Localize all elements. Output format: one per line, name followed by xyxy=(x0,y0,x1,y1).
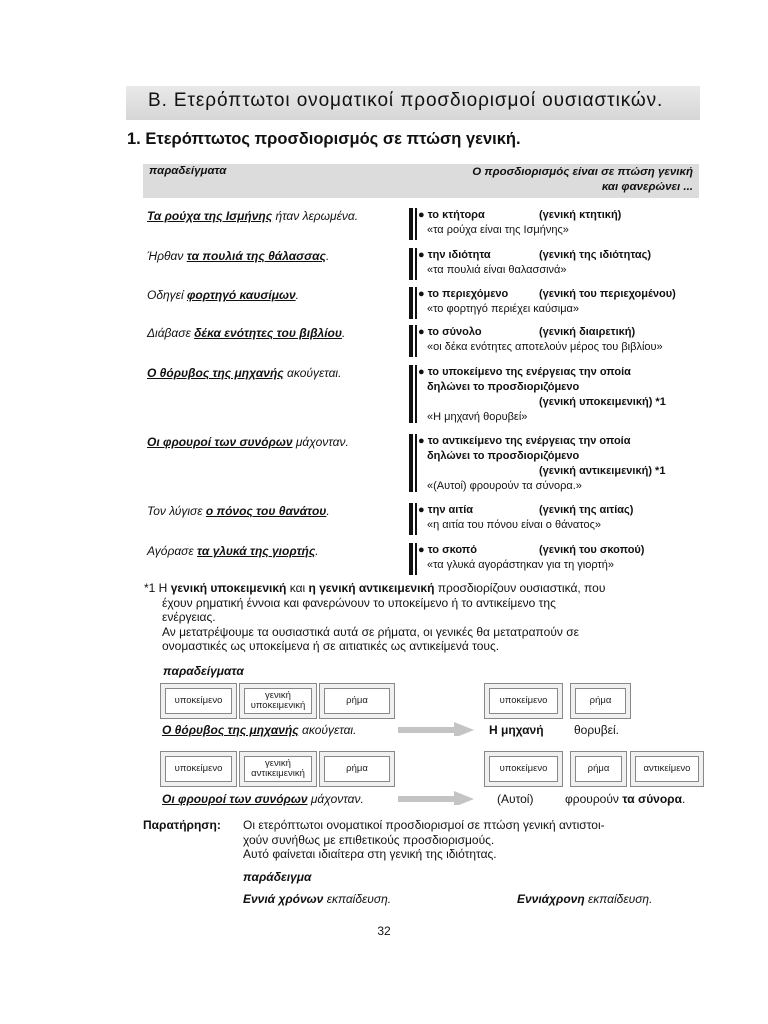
row-term-line xyxy=(418,503,634,518)
note-line: Οι ετερόπτωτοι ονοματικοί προσδιορισμοί σε πτώση γενική αντιστοι- xyxy=(243,818,605,832)
box-verb: ρήμα xyxy=(570,751,627,787)
row-kind: (γενική αντικειμενική) *1 xyxy=(539,465,666,477)
row-explanation: «τα γλυκά αγοράστηκαν για τη γιορτή» xyxy=(427,559,615,571)
footnote-marker: *1 xyxy=(144,581,156,595)
table-header-left: παραδείγματα xyxy=(149,165,227,177)
table-header-right-line2: και φανερώνει ... xyxy=(601,181,693,193)
row-marker xyxy=(409,503,413,535)
row-term-line xyxy=(418,287,676,302)
example-text: . xyxy=(315,544,319,558)
row-marker xyxy=(409,325,413,357)
row-kind-holder xyxy=(539,248,651,263)
box-verb: ρήμα xyxy=(319,683,395,719)
note-example-label: παράδειγμα xyxy=(243,870,312,884)
example-sentence xyxy=(147,544,319,558)
example-rest: μάχονταν. xyxy=(307,792,364,806)
row-kind: (γενική υποκειμενική) *1 xyxy=(539,396,666,408)
section-heading: 1. Ετερόπτωτος προσδιορισμός σε πτώση γενική. xyxy=(127,130,521,148)
row-marker xyxy=(409,543,413,575)
example-phrase: Τα ρούχα της Ισμήνης xyxy=(147,209,273,223)
row-term: ● το περιεχόμενο xyxy=(418,288,509,300)
footnote-text: Η xyxy=(155,581,171,595)
row-description xyxy=(418,248,652,278)
box-subject: υποκείμενο xyxy=(160,683,237,719)
note-text xyxy=(243,818,605,862)
footnote xyxy=(144,581,605,654)
example-sentence xyxy=(147,435,349,449)
example-sentence xyxy=(147,326,345,340)
example-phrase: φορτηγό καυσίμων xyxy=(186,288,296,302)
box-genitive-objective: γενική αντικειμενική xyxy=(239,751,317,787)
footnote-line: ενέργειας. xyxy=(162,610,216,624)
row-term-line xyxy=(418,434,665,449)
example-sentence xyxy=(147,209,358,223)
row-marker-thin xyxy=(415,248,417,280)
page-number: 32 xyxy=(377,924,391,938)
example-text: Τον λύγισε xyxy=(147,504,206,518)
example-text: . xyxy=(295,288,299,302)
page-title: Β. Ετερόπτωτοι ονοματικοί προσδιορισμοί ουσιαστικών. xyxy=(148,90,664,111)
example-phrase: Ο θόρυβος της μηχανής xyxy=(162,723,299,737)
row-term: ● την ιδιότητα xyxy=(418,249,491,261)
note-example-right xyxy=(517,892,652,906)
row-term: ● το υποκείμενο της ενέργειας την οποία xyxy=(418,366,631,378)
note-line: χούν συνήθως με επιθετικούς προσδιορισμούς. xyxy=(243,832,495,847)
example-phrase-bold xyxy=(197,544,315,558)
example-text: Οδηγεί xyxy=(147,288,187,302)
box-verb: ρήμα xyxy=(319,751,395,787)
examples-label: παραδείγματα xyxy=(163,664,244,678)
row-marker-thin xyxy=(415,325,417,357)
row-explanation: «(Αυτοί) φρουρούν τα σύνορα.» xyxy=(427,480,582,492)
example-text: ακούγεται. xyxy=(283,366,342,380)
example-phrase: τα γλυκά της γιορτής xyxy=(197,544,316,558)
result-verb-1: θορυβεί. xyxy=(574,723,619,737)
row-marker-thin xyxy=(415,503,417,535)
row-explanation: «Η μηχανή θορυβεί» xyxy=(427,411,528,423)
note-example-rest: εκπαίδευση. xyxy=(323,892,392,906)
example-phrase: δέκα ενότητες του βιβλίου xyxy=(194,326,342,340)
row-term: ● το αντικείμενο της ενέργειας την οποία xyxy=(418,435,631,447)
row-description xyxy=(418,434,665,494)
row-marker xyxy=(409,248,413,280)
row-marker xyxy=(409,208,413,240)
row-term: ● το σύνολο xyxy=(418,326,482,338)
footnote-line: ονομαστικές ως υποκείμενα ή σε αιτιατικές ως αντικείμενά τους. xyxy=(162,639,500,653)
example-phrase: Οι φρουροί των συνόρων xyxy=(147,435,293,449)
example-text: ήταν λερωμένα. xyxy=(272,209,359,223)
example-text: Αγόρασε xyxy=(147,544,198,558)
result-object: τα σύνορα xyxy=(622,792,682,806)
result-period: . xyxy=(681,792,686,806)
example-sentence xyxy=(147,288,299,302)
example-rest: ακούγεται. xyxy=(298,723,357,737)
row-kind-line xyxy=(418,395,666,410)
result-sentence-1 xyxy=(489,723,544,737)
row-explanation: «τα πουλιά είναι θαλασσινά» xyxy=(427,264,567,276)
example-text: Διάβασε xyxy=(147,326,195,340)
row-marker-thin xyxy=(415,543,417,575)
row-description xyxy=(418,208,622,238)
example-phrase: Οι φρουροί των συνόρων xyxy=(162,792,308,806)
footnote-text: και xyxy=(286,581,309,595)
table-header-right xyxy=(409,165,693,195)
table-header-right-line1: Ο προσδιορισμός είναι σε πτώση γενική xyxy=(472,166,693,178)
example-phrase: τα πουλιά της θάλασσας xyxy=(186,249,326,263)
note-example-rest: εκπαίδευση. xyxy=(584,892,653,906)
footnote-term-objective: η γενική αντικειμενική xyxy=(308,581,435,595)
row-kind-holder xyxy=(539,208,621,223)
example-phrase-bold xyxy=(147,209,272,223)
arrow-right-icon xyxy=(398,722,474,736)
row-kind: (γενική της αιτίας) xyxy=(539,504,634,516)
example-phrase-bold xyxy=(187,288,296,302)
example-sentence xyxy=(147,366,341,380)
example-sentence xyxy=(147,504,330,518)
result-verb: φρουρούν xyxy=(565,792,619,806)
row-kind-holder xyxy=(539,287,676,302)
row-term: ● την αιτία xyxy=(418,504,474,516)
row-term: ● το κτήτορα xyxy=(418,209,485,221)
example-phrase: Ο θόρυβος της μηχανής xyxy=(147,366,284,380)
row-marker-thin xyxy=(415,208,417,240)
box-subject: υποκείμενο xyxy=(160,751,237,787)
example-text: . xyxy=(326,504,330,518)
box-object: αντικείμενο xyxy=(630,751,704,787)
row-explanation: «τα ρούχα είναι της Ισμήνης» xyxy=(427,224,569,236)
row-kind: (γενική της ιδιότητας) xyxy=(539,249,652,261)
row-explanation: «η αιτία του πόνου είναι ο θάνατος» xyxy=(427,519,602,531)
arrow-right-icon xyxy=(398,791,474,805)
row-term: ● το σκοπό xyxy=(418,544,477,556)
footnote-line: έχουν ρηματική έννοια και φανερώνουν το υποκείμενο ή το αντικείμενο της xyxy=(162,595,556,610)
row-term-line xyxy=(418,543,645,558)
row-description xyxy=(418,287,676,317)
example-phrase-bold xyxy=(205,504,330,518)
row-description xyxy=(418,325,663,355)
note-line: Αυτό φαίνεται ιδιαίτερα στη γενική της ιδιότητας. xyxy=(243,847,497,861)
row-marker-thin xyxy=(415,365,417,423)
example-text: . xyxy=(341,326,346,340)
note-label: Παρατήρηση: xyxy=(143,818,221,832)
example-phrase-bold xyxy=(147,435,293,449)
example-sentence xyxy=(147,249,329,263)
row-kind: (γενική του σκοπού) xyxy=(539,544,645,556)
result-subject-2: (Αυτοί) xyxy=(497,792,534,806)
box-subject: υποκείμενο xyxy=(484,683,563,719)
row-description xyxy=(418,543,645,573)
row-marker xyxy=(409,365,413,423)
row-kind: (γενική διαιρετική) xyxy=(539,326,636,338)
row-kind-line xyxy=(418,464,665,479)
example-sentence-1 xyxy=(162,723,356,737)
row-marker-thin xyxy=(415,287,417,319)
result-subject: Η μηχανή xyxy=(489,723,544,737)
box-subject: υποκείμενο xyxy=(484,751,563,787)
row-marker-thin xyxy=(415,434,417,492)
row-term-continued: δηλώνει το προσδιοριζόμενο xyxy=(427,381,580,393)
row-explanation: «το φορτηγό περιέχει καύσιμα» xyxy=(427,303,580,315)
example-phrase-bold xyxy=(187,249,326,263)
row-kind-holder xyxy=(539,325,635,340)
example-phrase-bold xyxy=(194,326,342,340)
note-example-adjective: Εννιάχρονη xyxy=(517,892,585,906)
row-term-line xyxy=(418,365,666,380)
example-text: . xyxy=(325,249,330,263)
footnote-term-subjective: γενική υποκειμενική xyxy=(170,581,287,595)
row-term-line xyxy=(418,325,663,340)
example-text: Ήρθαν xyxy=(147,249,187,263)
row-explanation: «οι δέκα ενότητες αποτελούν μέρος του βιβλίου» xyxy=(427,341,663,353)
example-phrase: ο πόνος του θανάτου xyxy=(205,504,327,518)
result-sentence-2 xyxy=(565,792,685,806)
row-kind: (γενική κτητική) xyxy=(539,209,622,221)
row-marker xyxy=(409,287,413,319)
row-term-line xyxy=(418,248,652,263)
row-kind-holder xyxy=(539,543,644,558)
example-text: μάχονταν. xyxy=(292,435,349,449)
example-phrase-bold xyxy=(147,366,284,380)
footnote-text: προσδιορίζουν ουσιαστικά, που xyxy=(434,581,606,595)
example-sentence-2 xyxy=(162,792,364,806)
note-example-genitive: Εννιά χρόνων xyxy=(243,892,324,906)
row-kind: (γενική του περιεχομένου) xyxy=(539,288,676,300)
box-genitive-subjective: γενική υποκειμενική xyxy=(239,683,317,719)
footnote-line: Αν μετατρέψουμε τα ουσιαστικά αυτά σε ρήματα, οι γενικές θα μετατραπούν σε xyxy=(162,624,579,639)
row-term-continued: δηλώνει το προσδιοριζόμενο xyxy=(427,450,580,462)
note-example-left xyxy=(243,892,391,906)
box-verb: ρήμα xyxy=(570,683,631,719)
row-term-line xyxy=(418,208,622,223)
row-kind-holder xyxy=(539,503,633,518)
row-marker xyxy=(409,434,413,492)
row-description xyxy=(418,365,666,425)
row-description xyxy=(418,503,634,533)
